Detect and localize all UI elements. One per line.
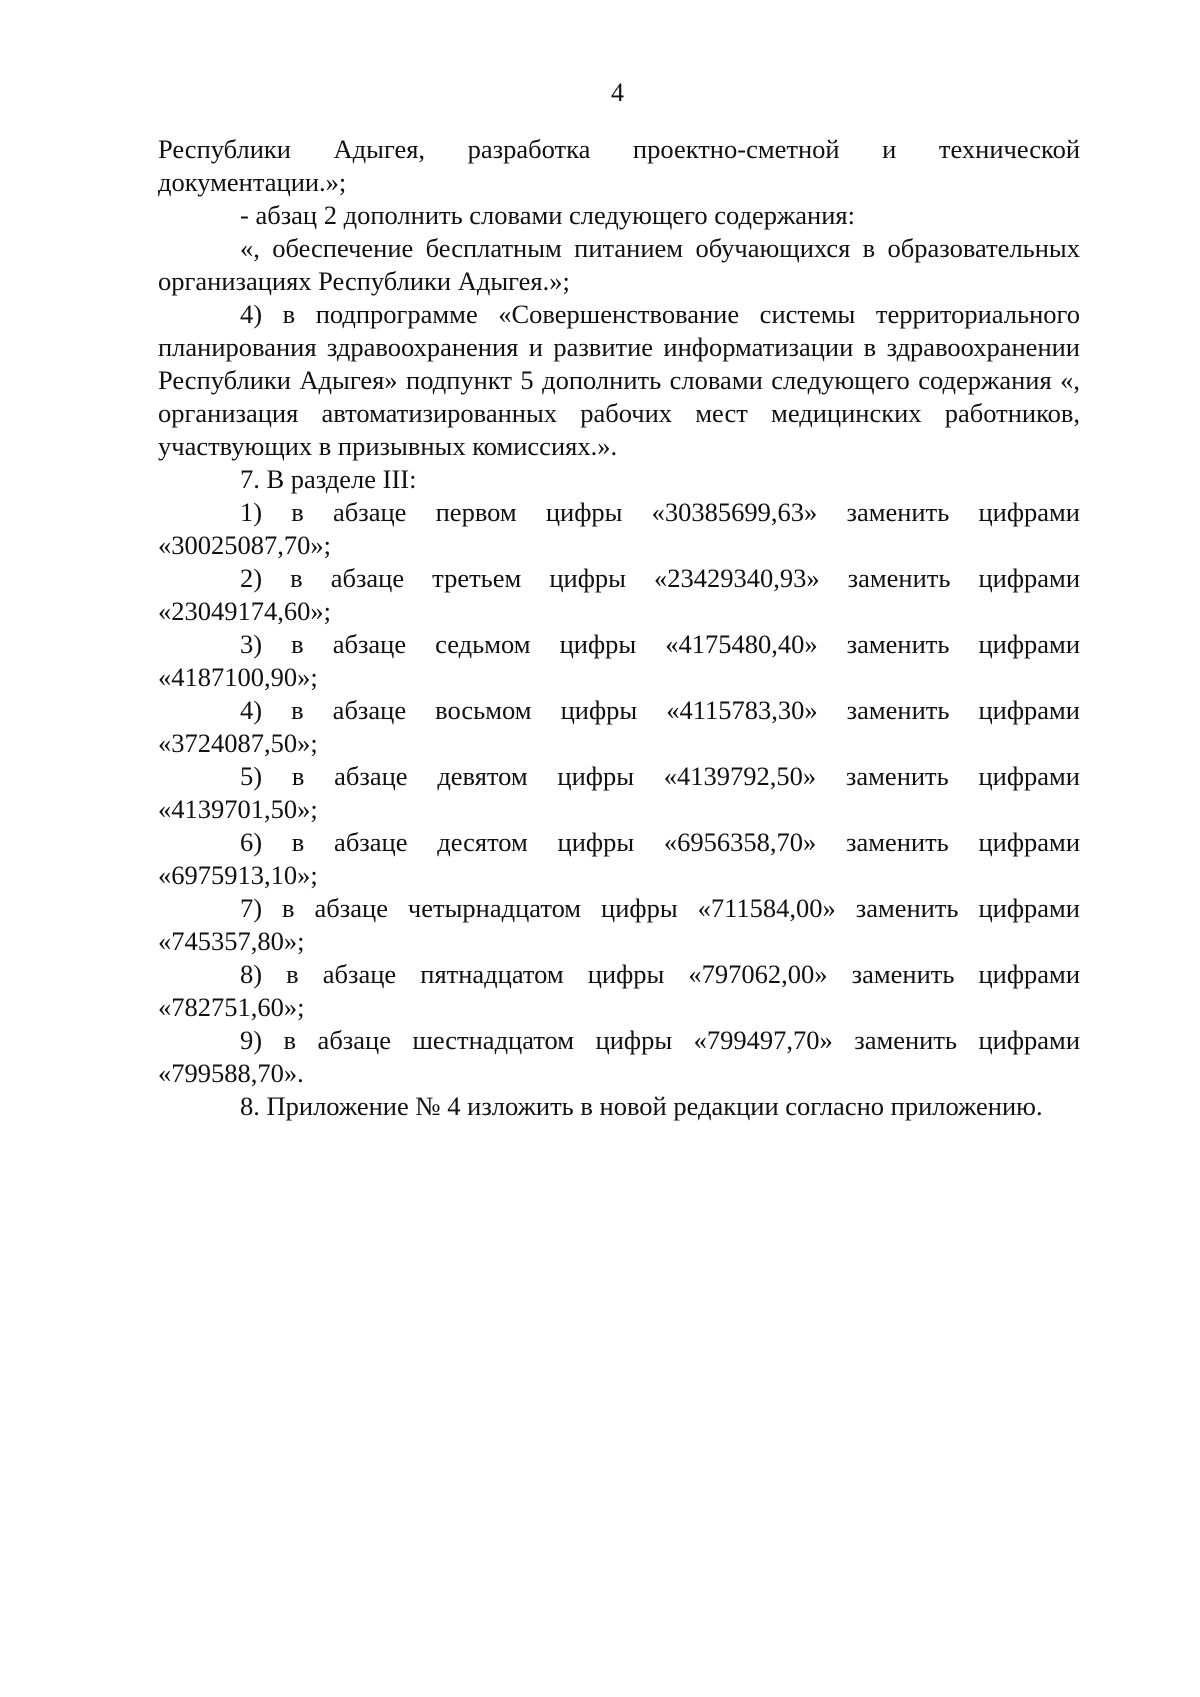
document-body [158, 133, 1080, 1123]
paragraph-free-meals: «, обеспечение бесплатным питанием обучающихся в образовательных организациях Республики Адыгея.»; [158, 233, 1080, 296]
paragraph-item-5: 5) в абзаце девятом цифры «4139792,50» заменить цифрами «4139701,50»; [158, 761, 1080, 824]
paragraph-abzac-2: - абзац 2 дополнить словами следующего содержания: [240, 200, 855, 230]
paragraph-item-4: 4) в абзаце восьмом цифры «4115783,30» заменить цифрами «3724087,50»; [158, 695, 1080, 758]
paragraph-item-7: 7) в абзаце четырнадцатом цифры «711584,00» заменить цифрами «745357,80»; [158, 893, 1080, 956]
paragraph-subprogram-4: 4) в подпрограмме «Совершенствование системы территориального планирования здравоохранения и развитие информатизации в здравоохранении Республики Адыгея» подпункт 5 дополнить словами следующего содержания «, организация автоматизированных рабочих мест медицинских работников, участвующих в призывных комиссиях.». [158, 299, 1080, 461]
paragraph-continuation: Республики Адыгея, разработка проектно-сметной и технической документации.»; [158, 134, 1080, 197]
paragraph-item-6: 6) в абзаце десятом цифры «6956358,70» заменить цифрами «6975913,10»; [158, 827, 1080, 890]
paragraph-item-2: 2) в абзаце третьем цифры «23429340,93» заменить цифрами «23049174,60»; [158, 563, 1080, 626]
paragraph-section-7: 7. В разделе III: [240, 464, 417, 494]
paragraph-item-3: 3) в абзаце седьмом цифры «4175480,40» заменить цифрами «4187100,90»; [158, 629, 1080, 692]
paragraph-item-9: 9) в абзаце шестнадцатом цифры «799497,70» заменить цифрами «799588,70». [158, 1025, 1080, 1088]
paragraph-section-8: 8. Приложение № 4 изложить в новой редакции согласно приложению. [240, 1091, 1043, 1121]
page-number: 4 [611, 78, 624, 107]
paragraph-item-8: 8) в абзаце пятнадцатом цифры «797062,00» заменить цифрами «782751,60»; [158, 959, 1080, 1022]
paragraph-item-1: 1) в абзаце первом цифры «30385699,63» заменить цифрами «30025087,70»; [158, 497, 1080, 560]
